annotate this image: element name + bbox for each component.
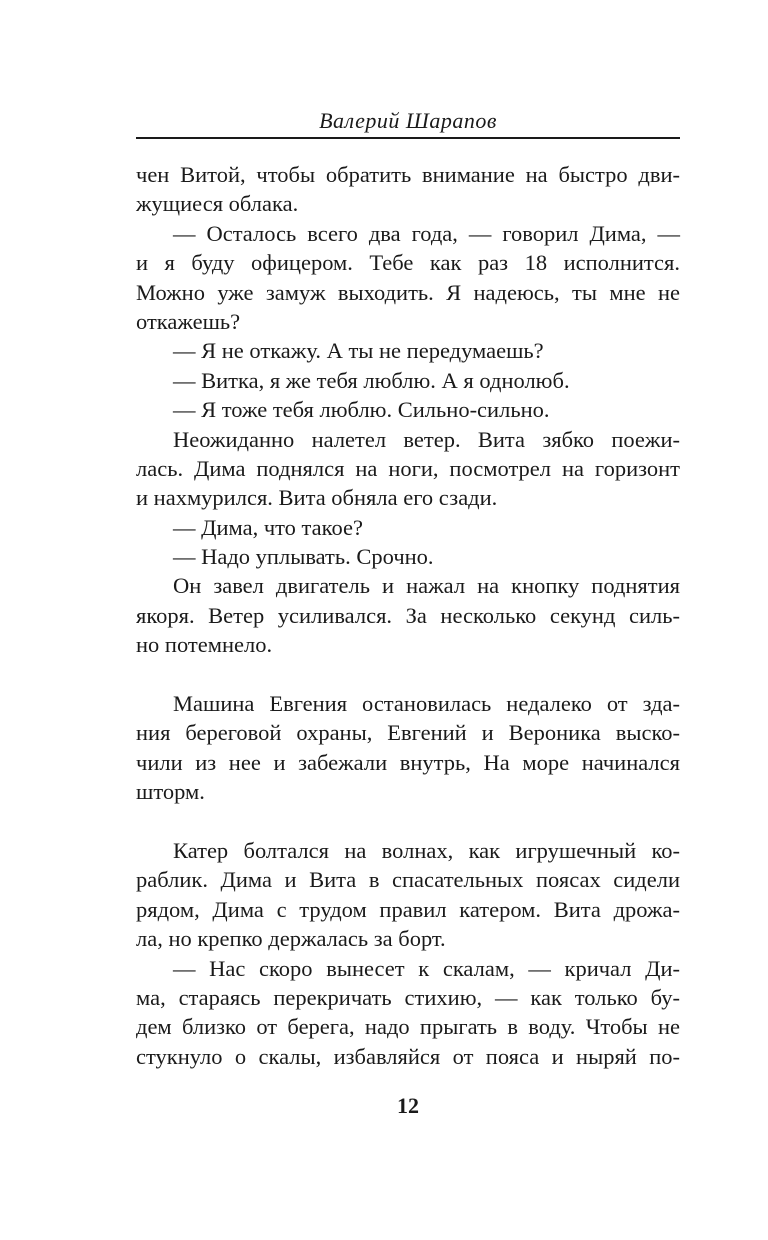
text-line: ния береговой охраны, Евгений и Вероника выско- [136,720,680,746]
text-line: лась. Дима поднялся на ноги, посмотрел на горизонт [136,455,680,481]
text-line: — Осталось всего два года, — говорил Дима, — [173,220,680,246]
text-line: Машина Евгения остановилась недалеко от зда- [173,691,680,717]
text-line: Катер болтался на волнах, как игрушечный ко- [173,837,680,863]
text-line: — Дима, что такое? [173,514,363,540]
text-line: рядом, Дима с трудом правил катером. Вита дрожа- [136,896,680,922]
text-line: раблик. Дима и Вита в спасательных поясах сидели [136,867,680,893]
text-line: якоря. Ветер усиливался. За несколько секунд силь- [136,602,680,628]
text-line: и я буду офицером. Тебе как раз 18 исполнится. [136,250,680,276]
text-line: шторм. [136,779,205,805]
page-number: 12 [397,1093,419,1118]
text-line: ма, стараясь перекричать стихию, — как только бу- [136,984,680,1010]
text-line: — Витка, я же тебя люблю. А я однолюб. [173,367,570,393]
text-line: чен Витой, чтобы обратить внимание на быстро дви- [136,162,680,187]
text-line: стукнуло о скалы, избавляйся от пояса и ныряй по- [136,1043,680,1069]
text-line: откажешь? [136,308,241,334]
header-rule [136,137,680,139]
section-break [136,660,680,689]
text-line: Неожиданно налетел ветер. Вита зябко поежи- [173,426,680,452]
text-line: — Я тоже тебя люблю. Сильно-сильно. [173,397,550,423]
text-line: и нахмурился. Вита обняла его сзади. [136,485,498,511]
section-break [136,807,680,836]
text-line: — Я не откажу. А ты не передумаешь? [173,338,544,364]
text-line: дем близко от берега, надо прыгать в воду. Чтобы не [136,1014,680,1040]
text-line: Он завел двигатель и нажал на кнопку поднятия [173,573,680,599]
text-line: — Нас скоро вынесет к скалам, — кричал Ди- [173,955,680,981]
page-body [136,160,680,1071]
running-head: Валерий Шарапов [319,108,497,133]
text-line: но потемнело. [136,632,273,658]
text-line: жущиеся облака. [136,191,299,217]
text-line: ла, но крепко держалась за борт. [136,926,446,952]
text-line: — Надо уплывать. Срочно. [173,544,434,570]
text-line: чили из нее и забежали внутрь, На море начинался [136,749,680,775]
text-line: Можно уже замуж выходить. Я надеюсь, ты мне не [136,279,680,305]
